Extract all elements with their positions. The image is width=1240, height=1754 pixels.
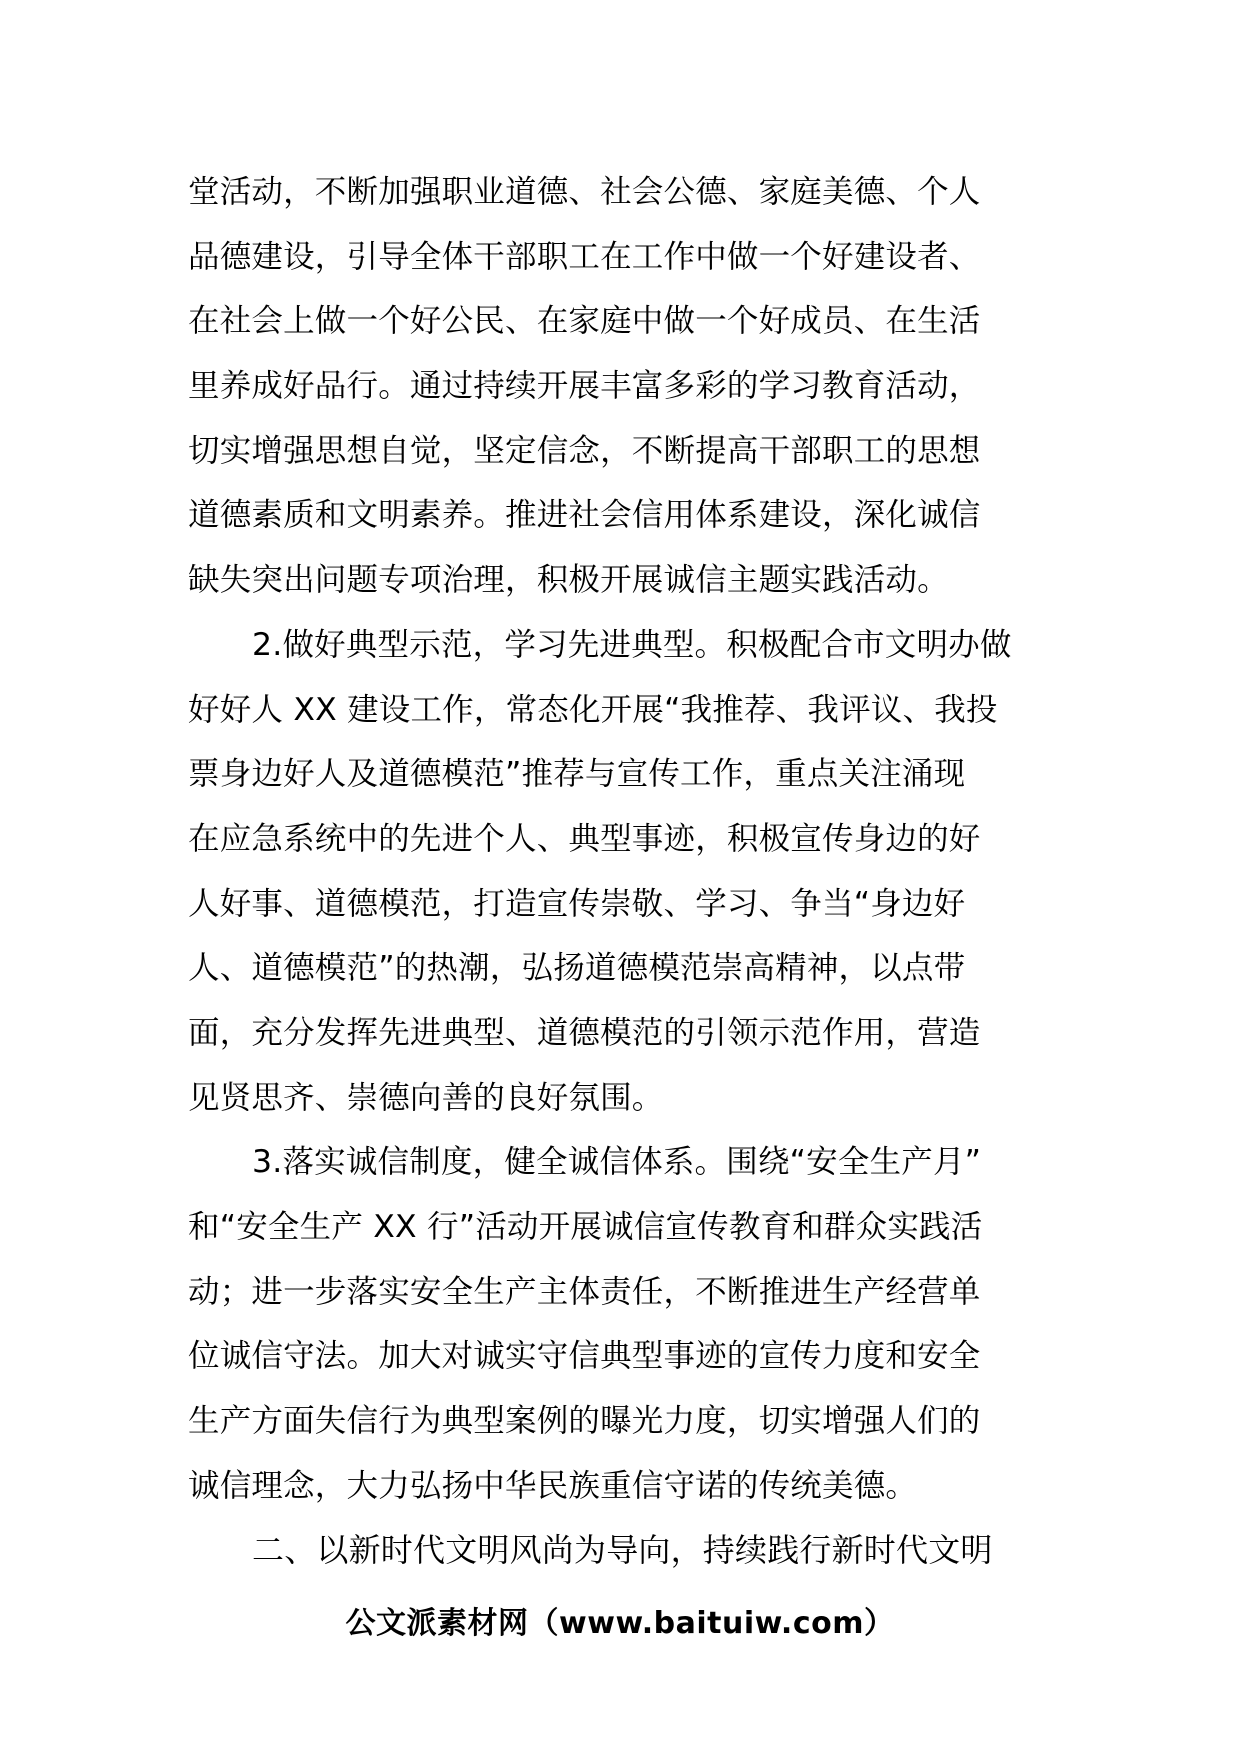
text-line: 道德素质和文明素养。推进社会信用体系建设，深化诚信: [188, 497, 981, 534]
text-line: 和“安全生产 XX 行”活动开展诚信宣传教育和群众实践活: [188, 1209, 983, 1245]
text-line: 在应急系统中的先进个人、典型事迹，积极宣传身边的好: [188, 820, 981, 857]
text-line: 在社会上做一个好公民、在家庭中做一个好成员、在生活: [188, 303, 981, 340]
text-line: 里养成好品行。通过持续开展丰富多彩的学习教育活动，: [188, 368, 981, 405]
text-line: 诚信理念，大力弘扬中华民族重信守诺的传统美德。: [188, 1467, 918, 1504]
text-line: 人、道德模范”的热潮，弘扬道德模范崇高精神，以点带: [188, 950, 966, 987]
text-line: 人好事、道德模范，打造宣传崇敬、学习、争当“身边好: [188, 885, 966, 922]
text-line: 堂活动，不断加强职业道德、社会公德、家庭美德、个人: [188, 174, 981, 210]
text-line: 动；进一步落实安全生产主体责任，不断推进生产经营单: [188, 1273, 981, 1310]
text-line: 好好人 XX 建设工作，常态化开展“我推荐、我评议、我投: [188, 691, 998, 728]
text-line: 见贤思齐、崇德向善的良好氛围。: [188, 1079, 664, 1116]
text-line: 品德建设，引导全体干部职工在工作中做一个好建设者、: [188, 238, 981, 275]
text-line: 切实增强思想自觉，坚定信念，不断提高干部职工的思想: [188, 432, 981, 469]
footer-watermark: 公文派素材网（www.baituiw.com）: [345, 1606, 895, 1641]
text-line: 面，充分发挥先进典型、道德模范的引领示范作用，营造: [188, 1014, 981, 1051]
section-heading: 二、以新时代文明风尚为导向，持续践行新时代文明: [252, 1531, 993, 1570]
paragraph-start-line: 3.落实诚信制度，健全诚信体系。围绕“安全生产月”: [252, 1144, 982, 1181]
text-line: 生产方面失信行为典型案例的曝光力度，切实增强人们的: [188, 1403, 981, 1440]
text-line: 位诚信守法。加大对诚实守信典型事迹的宣传力度和安全: [188, 1338, 981, 1375]
paragraph-start-line: 2.做好典型示范，学习先进典型。积极配合市文明办做: [252, 626, 1012, 663]
document-body: [188, 160, 1058, 1583]
text-line: 缺失突出问题专项治理，积极开展诚信主题实践活动。: [188, 562, 949, 599]
text-line: 票身边好人及道德模范”推荐与宣传工作，重点关注涌现: [188, 756, 966, 793]
